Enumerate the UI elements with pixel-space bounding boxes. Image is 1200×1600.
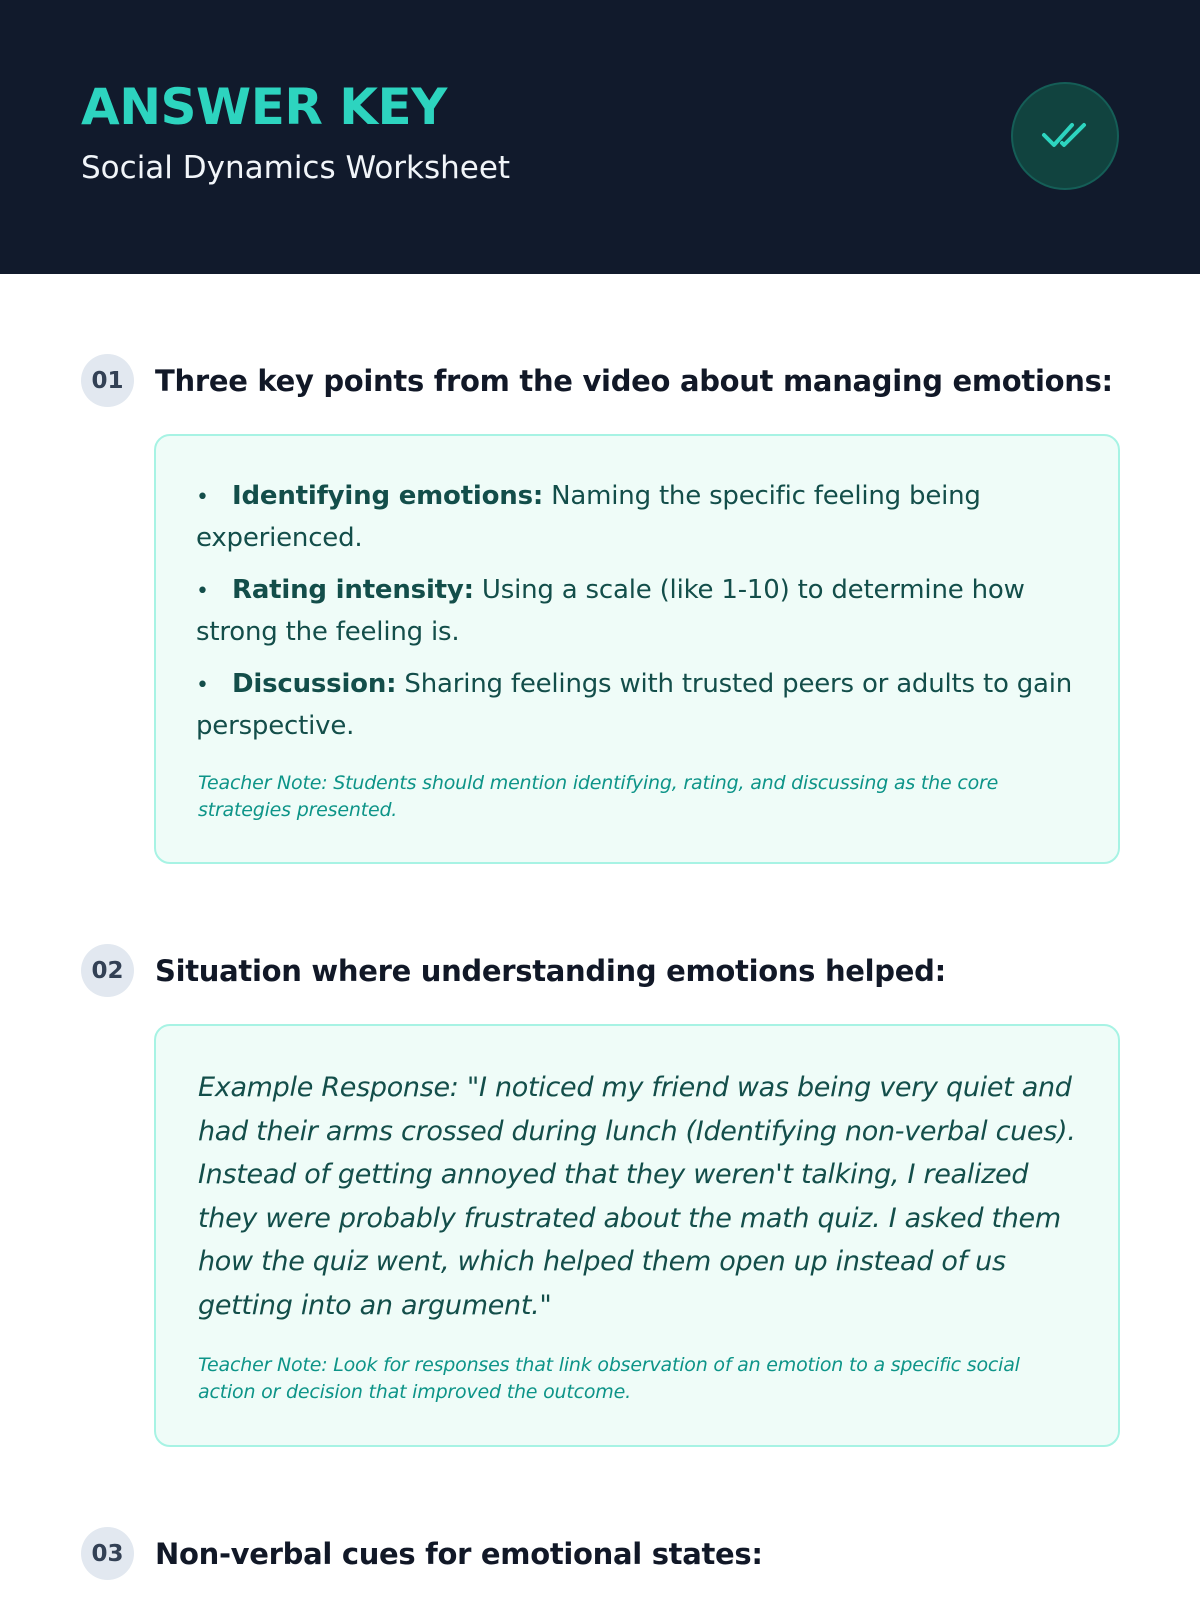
bullet-icon: • [196,673,209,698]
question-prompt: Non-verbal cues for emotional states: [155,1536,763,1571]
page-title: ANSWER KEY [81,78,447,136]
question-1-answer-box [154,434,1120,864]
key-points-list [196,476,1076,758]
question-prompt: Three key points from the video about managing emotions: [155,363,1113,398]
bullet-icon: • [196,485,209,510]
question-prompt: Situation where understanding emotions helped: [155,953,946,988]
page-subtitle: Social Dynamics Worksheet [81,150,511,186]
question-number: 02 [81,944,134,997]
teacher-note: Teacher Note: Look for responses that link observation of an emotion to a specific social action or decision that improved the outcome. [198,1354,1020,1403]
question-2-answer-box [154,1024,1120,1447]
bullet-text: Naming the specific feeling being experienced. [196,481,981,553]
list-item [196,476,1076,558]
question-number: 03 [81,1527,134,1580]
question-1-header [81,354,1113,407]
double-check-icon [1038,109,1092,163]
bullet-term: Rating intensity: [232,575,474,605]
question-3-header [81,1527,763,1580]
teacher-note: Teacher Note: Students should mention identifying, rating, and discussing as the core strategies presented. [198,772,999,821]
example-response: Example Response: "I noticed my friend was being very quiet and had their arms crossed during lunch (Identifying non-verbal cues). Instead of getting annoyed that they weren't talking, I realized they were probably frustrated about the math quiz. I asked them how the quiz went, which helped them open up instead of us getting into an argument." [198,1072,1076,1321]
bullet-term: Discussion: [232,669,397,699]
list-item [196,570,1076,652]
answer-key-badge [1011,82,1119,190]
bullet-text: Using a scale (like 1-10) to determine how strong the feeling is. [196,575,1025,647]
bullet-text: Sharing feelings with trusted peers or adults to gain perspective. [196,669,1073,741]
bullet-icon: • [196,579,209,604]
bullet-term: Identifying emotions: [232,481,544,511]
page-header [0,0,1200,274]
list-item [196,664,1076,746]
question-2-header [81,944,946,997]
question-number: 01 [81,354,134,407]
